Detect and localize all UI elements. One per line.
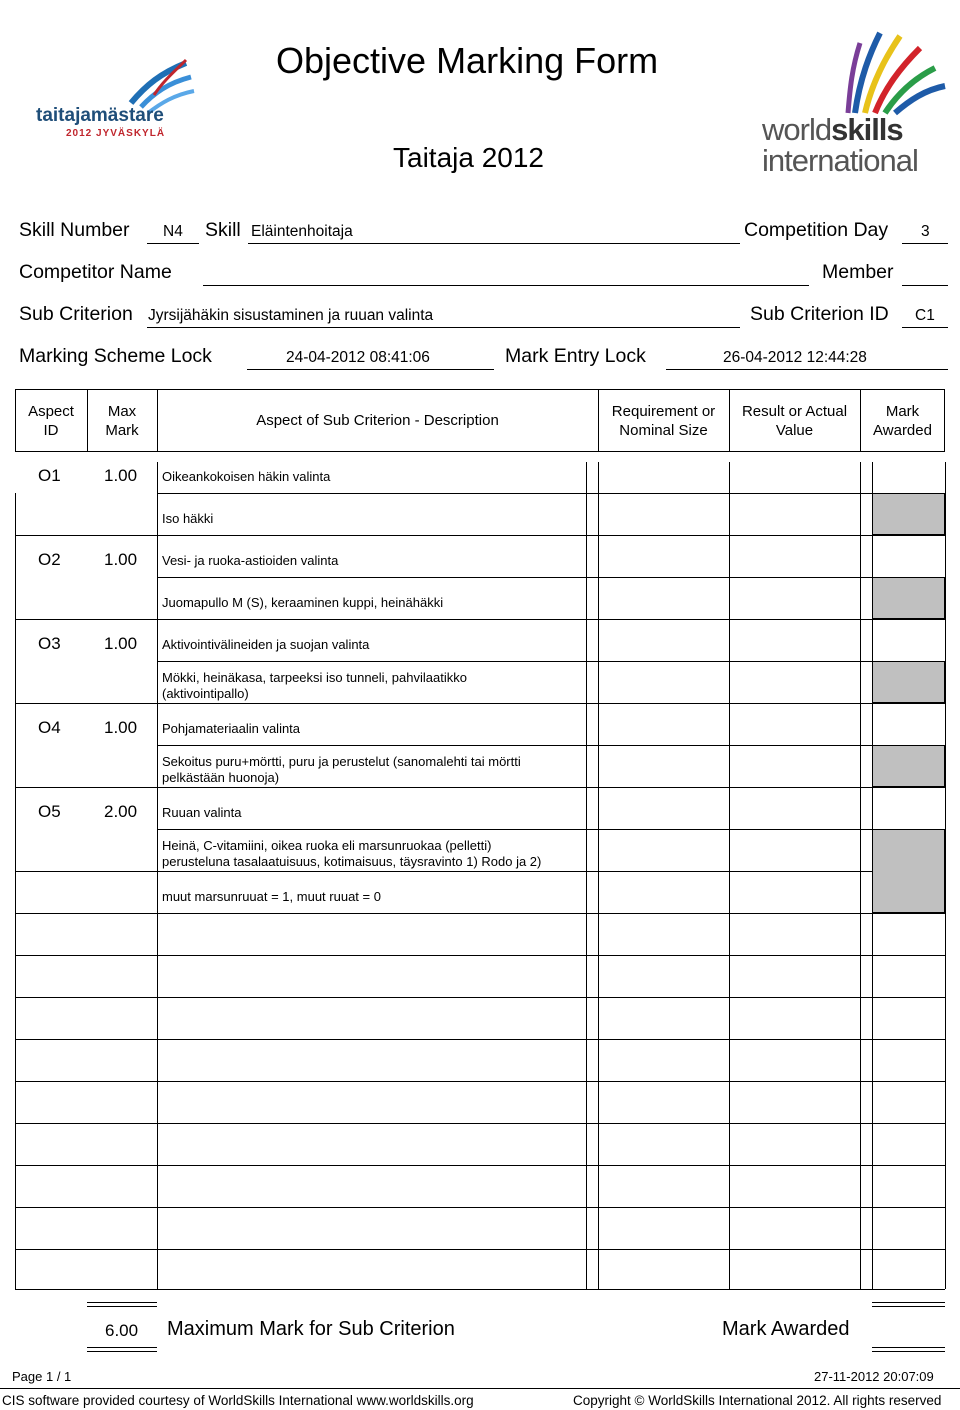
- row-O3-max: 1.00: [104, 634, 138, 653]
- row-O5-detail-continued: muut marsunruuat = 1, muut ruuat = 0: [162, 889, 381, 904]
- row-O4-max: 1.00: [104, 718, 138, 737]
- taitaja-place: 2012 JYVÄSKYLÄ: [66, 128, 166, 139]
- mark-cell-O3[interactable]: [872, 661, 945, 703]
- marking-scheme-lock-label: Marking Scheme Lock: [19, 345, 212, 367]
- worldskills-logo: [760, 28, 950, 178]
- sub-criterion-value: Jyrsijähäkin sisustaminen ja ruuan valinta: [148, 307, 434, 324]
- taitaja-logo: [36, 55, 206, 145]
- header-description: Aspect of Sub Criterion - Description: [256, 412, 499, 429]
- mark-entry-lock-label: Mark Entry Lock: [505, 345, 646, 367]
- skill-label: Skill: [205, 219, 241, 241]
- mark-awarded-total-label: Mark Awarded: [722, 1318, 850, 1340]
- page-title: Objective Marking Form: [276, 40, 659, 81]
- taitaja-brand: taitajamästare: [36, 105, 164, 126]
- competitor-name-label: Competitor Name: [19, 261, 172, 283]
- max-total-value: 6.00: [105, 1321, 139, 1340]
- mark-cell-O5[interactable]: [872, 829, 945, 913]
- sub-criterion-id-label: Sub Criterion ID: [750, 303, 889, 325]
- row-O1-detail: Iso häkki: [162, 511, 214, 526]
- marking-scheme-lock-value: 24-04-2012 08:41:06: [286, 349, 430, 366]
- competition-day-label: Competition Day: [744, 219, 889, 241]
- row-O4-detail: Sekoitus puru+mörtti, puru ja perustelut (sanomalehti tai mörtti pelkästään huonoja): [162, 754, 521, 785]
- header-aspect-id: Aspect ID: [28, 402, 74, 439]
- row-O4-id: O4: [38, 718, 61, 737]
- header-result: Result or Actual Value: [741, 402, 848, 439]
- mark-awarded-total-value[interactable]: [874, 1310, 943, 1346]
- footer-credit: CIS software provided courtesy of WorldSkills International www.worldskills.org: [2, 1393, 474, 1408]
- skill-number-value: N4: [163, 223, 183, 240]
- worldskills-word-world: world: [762, 112, 832, 147]
- row-O3-detail: Mökki, heinäkasa, tarpeeksi iso tunneli, pahvilaatikko (aktivointipallo): [162, 670, 467, 701]
- row-O5-max: 2.00: [104, 802, 138, 821]
- row-O5-id: O5: [38, 802, 61, 821]
- header-mark-awarded: Mark Awarded: [873, 402, 932, 439]
- sub-criterion-label: Sub Criterion: [19, 303, 133, 325]
- row-O2-description: Vesi- ja ruoka-astioiden valinta: [162, 553, 339, 568]
- sub-criterion-id-value: C1: [915, 307, 935, 324]
- row-O3-id: O3: [38, 634, 61, 653]
- worldskills-word-skills: skills: [831, 112, 903, 147]
- header-requirement: Requirement or Nominal Size: [611, 402, 716, 439]
- mark-cell-O2[interactable]: [872, 577, 945, 619]
- row-O5-description: Ruuan valinta: [162, 805, 242, 820]
- page-number: Page 1 / 1: [12, 1369, 72, 1384]
- footer-copyright: Copyright © WorldSkills International 2012. All rights reserved: [573, 1393, 942, 1408]
- mark-entry-lock-value: 26-04-2012 12:44:28: [723, 349, 867, 366]
- row-O1-max: 1.00: [104, 466, 138, 485]
- competition-day-value: 3: [921, 223, 930, 240]
- row-O3-description: Aktivointivälineiden ja suojan valinta: [162, 637, 370, 652]
- skill-number-label: Skill Number: [19, 219, 130, 241]
- row-O1-id: O1: [38, 466, 61, 485]
- mark-cell-O1[interactable]: [872, 493, 945, 535]
- skill-value: Eläintenhoitaja: [251, 223, 353, 240]
- worldskills-ribbons-icon: [760, 28, 950, 118]
- mark-cell-O4[interactable]: [872, 745, 945, 787]
- row-O4-description: Pohjamateriaalin valinta: [162, 721, 301, 736]
- event-title: Taitaja 2012: [393, 142, 545, 173]
- row-O2-max: 1.00: [104, 550, 138, 569]
- row-O2-detail: Juomapullo M (S), keraaminen kuppi, heinähäkki: [162, 595, 444, 610]
- row-O1-description: Oikeankokoisen häkin valinta: [162, 469, 331, 484]
- print-timestamp: 27-11-2012 20:07:09: [814, 1369, 934, 1384]
- row-O5-detail: Heinä, C-vitamiini, oikea ruoka eli marsunruokaa (pelletti) perusteluna tasalaatuisuus, kotimaisuus, täysravinto 1) Rodo ja 2): [162, 838, 542, 869]
- header-max-mark: Max Mark: [105, 402, 139, 439]
- worldskills-word-international: international: [762, 143, 918, 178]
- member-label: Member: [822, 261, 894, 283]
- max-total-label: Maximum Mark for Sub Criterion: [167, 1318, 455, 1340]
- row-O2-id: O2: [38, 550, 61, 569]
